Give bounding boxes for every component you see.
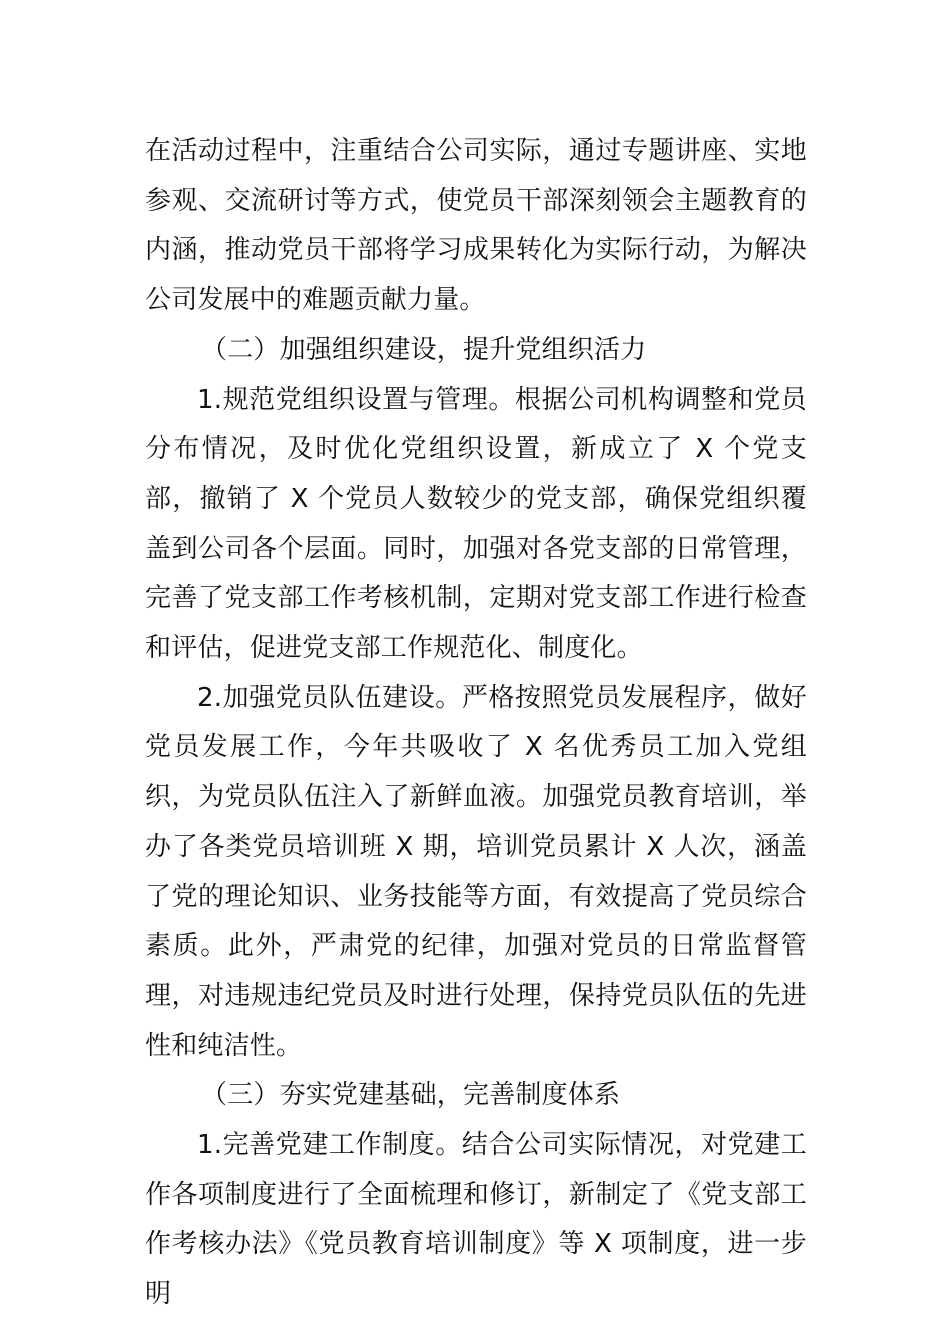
paragraph-member-team-building: 2.加强党员队伍建设。严格按照党员发展程序，做好党员发展工作，今年共吸收了 X 名优秀员工加入党组织，为党员队伍注入了新鲜血液。加强党员教育培训，举办了各类党员培训班 X 期，培训党员累计 X 人次，涵盖了党的理论知识、业务技能等方面，有效提高了党员综合素质。此外，严肃党的纪律，加强对党员的日常监督管理，对违规违纪党员及时进行处理，保持党员队伍的先进性和纯洁性。 bbox=[145, 682, 807, 1061]
paragraph-system-improvement: 1.完善党建工作制度。结合公司实际情况，对党建工作各项制度进行了全面梳理和修订，新制定了《党支部工作考核办法》《党员教育培训制度》等 X 项制度，进一步明 bbox=[145, 1130, 807, 1310]
document-body bbox=[145, 127, 807, 1320]
section-heading-organization: （二）加强组织建设，提升党组织活力 bbox=[201, 334, 647, 365]
paragraph-organization-management: 1.规范党组织设置与管理。根据公司机构调整和党员分布情况，及时优化党组织设置，新成立了 X 个党支部，撤销了 X 个党员人数较少的党支部，确保党组织覆盖到公司各个层面。同时，加强对各党支部的日常管理，完善了党支部工作考核机制，定期对党支部工作进行检查和评估，促进党支部工作规范化、制度化。 bbox=[145, 384, 807, 664]
paragraph-activity-process: 在活动过程中，注重结合公司实际，通过专题讲座、实地参观、交流研讨等方式，使党员干部深刻领会主题教育的内涵，推动党员干部将学习成果转化为实际行动，为解决公司发展中的难题贡献力量。 bbox=[145, 136, 807, 316]
section-heading-foundation: （三）夯实党建基础，完善制度体系 bbox=[201, 1080, 621, 1111]
